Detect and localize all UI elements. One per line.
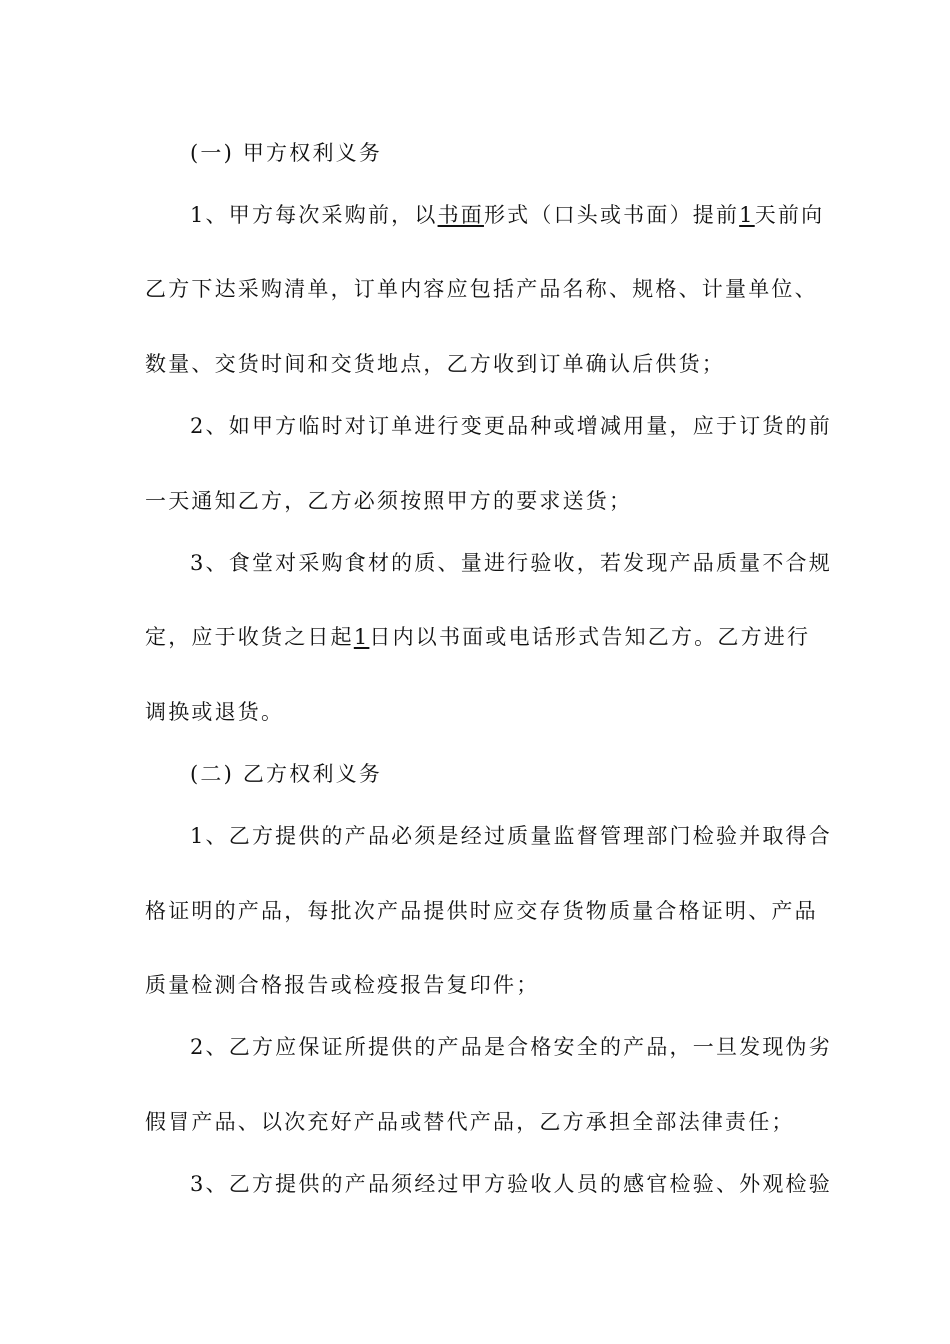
- underlined-field: 1: [739, 203, 755, 227]
- text-segment: 形式（口头或书面）提前: [483, 203, 740, 227]
- text-segment: 1、甲方每次采购前，以: [190, 203, 438, 227]
- text-segment: 日内以书面或电话形式告知乙方。乙方进行: [369, 625, 811, 649]
- paragraph-line: 2、如甲方临时对订单进行变更品种或增减用量，应于订货的前: [190, 414, 832, 438]
- section-heading-party-a: (一) 甲方权利义务: [190, 141, 383, 165]
- paragraph-line: 2、乙方应保证所提供的产品是合格安全的产品，一旦发现伪劣: [190, 1035, 832, 1059]
- paragraph-line: 数量、交货时间和交货地点，乙方收到订单确认后供货；: [145, 352, 725, 376]
- paragraph-line: 1、乙方提供的产品必须是经过质量监督管理部门检验并取得合: [190, 824, 832, 848]
- underlined-field: 书面: [437, 203, 484, 227]
- paragraph-line: 3、食堂对采购食材的质、量进行验收，若发现产品质量不合规: [190, 551, 832, 575]
- paragraph-line: 格证明的产品，每批次产品提供时应交存货物质量合格证明、产品: [145, 899, 818, 923]
- paragraph-line: [190, 201, 824, 229]
- paragraph-line: 乙方下达采购清单，订单内容应包括产品名称、规格、计量单位、: [145, 277, 818, 301]
- text-segment: 定，应于收货之日起: [145, 625, 354, 649]
- text-segment: 天前向: [754, 203, 825, 227]
- paragraph-line: 质量检测合格报告或检疫报告复印件；: [145, 973, 540, 997]
- section-heading-party-b: (二) 乙方权利义务: [190, 762, 383, 786]
- paragraph-line: 3、乙方提供的产品须经过甲方验收人员的感官检验、外观检验: [190, 1172, 832, 1196]
- paragraph-line: 假冒产品、以次充好产品或替代产品，乙方承担全部法律责任；: [145, 1110, 795, 1134]
- paragraph-line: [145, 623, 810, 651]
- underlined-field: 1: [353, 625, 370, 649]
- paragraph-line: 调换或退货。: [145, 700, 285, 724]
- paragraph-line: 一天通知乙方，乙方必须按照甲方的要求送货；: [145, 489, 633, 513]
